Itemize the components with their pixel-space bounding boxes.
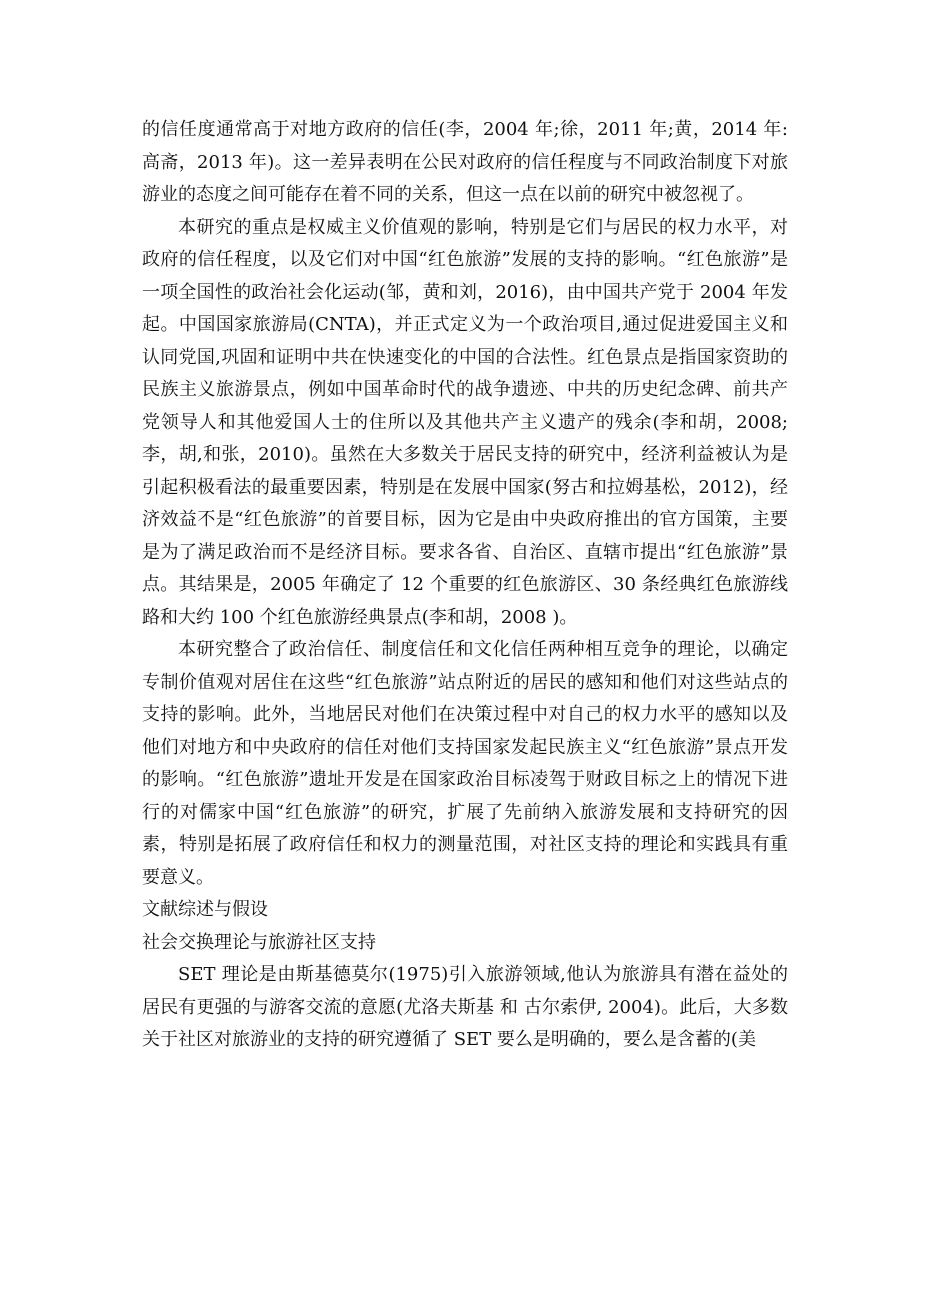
paragraph-research-focus: 本研究的重点是权威主义价值观的影响，特别是它们与居民的权力水平，对政府的信任程度，以及它们对中国“红色旅游”发展的支持的影响。“红色旅游”是一项全国性的政治社会化运动(邹，黄和刘，2016)，由中国共产党于 2004 年发起。中国国家旅游局(CNTA)，并正式定义为一个政治项目,通过促进爱国主义和认同党国,巩固和证明中共在快速变化的中国的合法性。红色景点是指国家资助的民族主义旅游景点，例如中国革命时代的战争遗迹、中共的历史纪念碑、前共产党领导人和其他爱国人士的住所以及其他共产主义遗产的残余(李和胡，2008;李，胡,和张，2010)。虽然在大多数关于居民支持的研究中，经济利益被认为是引起积极看法的最重要因素，特别是在发展中国家(努古和拉姆基松，2012)，经济效益不是“红色旅游”的首要目标，因为它是由中央政府推出的官方国策，主要是为了满足政治而不是经济目标。要求各省、自治区、直辖市提出“红色旅游”景点。其结果是，2005 年确定了 12 个重要的红色旅游区、30 条经典红色旅游线路和大约 100 个红色旅游经典景点(李和胡，2008 )。	[142, 216, 788, 628]
paragraph-set-theory: SET 理论是由斯基德莫尔(1975)引入旅游领域,他认为旅游具有潜在益处的居民有更强的与游客交流的意愿(尤洛夫斯基 和 古尔索伊, 2004)。此后，大多数关于社区对旅游业的支持的研究遵循了 SET 要么是明确的，要么是含蓄的(美	[142, 964, 788, 1050]
subsection-heading-social-exchange: 社会交换理论与旅游社区支持	[142, 931, 376, 953]
paragraph-continuation: 的信任度通常高于对地方政府的信任(李，2004 年;徐，2011 年;黄，2014 年:高斋，2013 年)。这一差异表明在公民对政府的信任程度与不同政治制度下对旅游业的态度之间可能存在着不同的关系，但这一点在以前的研究中被忽视了。	[142, 119, 788, 205]
body-text	[142, 114, 788, 1057]
paragraph-research-integration: 本研究整合了政治信任、制度信任和文化信任两种相互竞争的理论，以确定专制价值观对居住在这些“红色旅游”站点附近的居民的感知和他们对这些站点的支持的影响。此外，当地居民对他们在决策过程中对自己的权力水平的感知以及他们对地方和中央政府的信任对他们支持国家发起民族主义“红色旅游”景点开发的影响。“红色旅游”遗址开发是在国家政治目标凌驾于财政目标之上的情况下进行的对儒家中国“红色旅游”的研究，扩展了先前纳入旅游发展和支持研究的因素，特别是拓展了政府信任和权力的测量范围，对社区支持的理论和实践具有重要意义。	[142, 639, 788, 888]
section-heading-literature-review: 文献综述与假设	[142, 899, 268, 920]
